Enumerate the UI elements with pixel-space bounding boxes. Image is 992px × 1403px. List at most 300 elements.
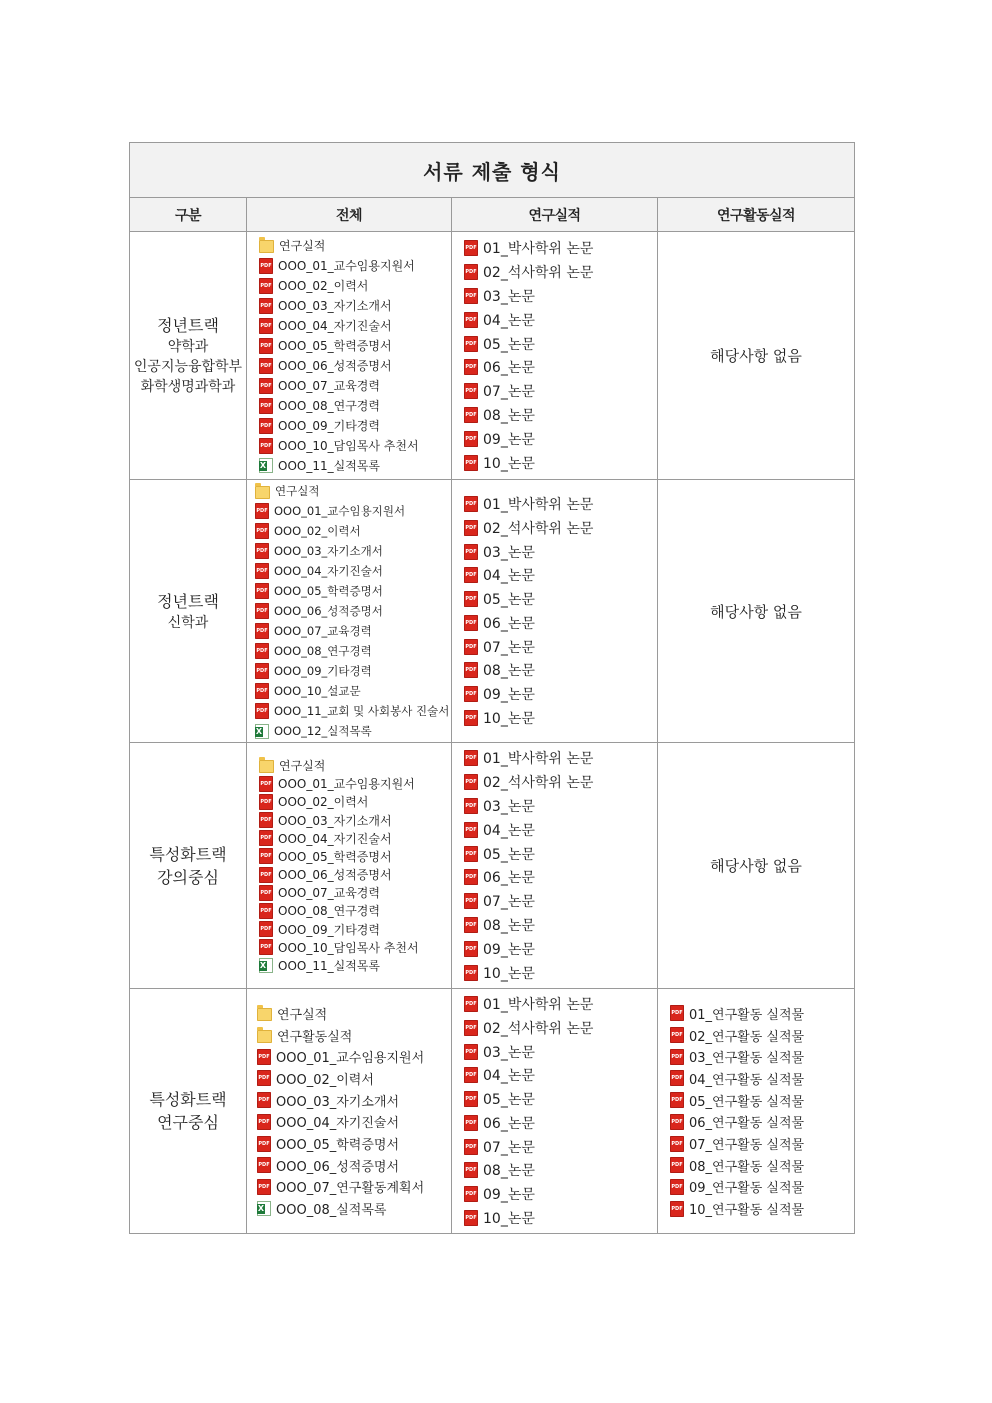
category-cell	[130, 989, 247, 1234]
file-item	[452, 260, 657, 284]
file-item	[247, 1068, 451, 1090]
file-name: OOO_02_이력서	[278, 795, 369, 810]
file-item	[247, 416, 451, 436]
file-item	[452, 516, 657, 540]
pdf-file-icon	[259, 903, 273, 919]
file-name: 01_연구활동 실적물	[689, 1007, 805, 1023]
pdf-file-icon	[464, 336, 478, 352]
file-item	[452, 587, 657, 611]
file-name: OOO_07_교육경력	[274, 624, 372, 638]
file-item	[247, 1089, 451, 1111]
file-name: 06_논문	[483, 1115, 535, 1132]
category-sub: 연구중심	[157, 1113, 219, 1132]
file-list	[247, 481, 451, 741]
activity-cell: 해당사항 없음	[658, 743, 855, 989]
excel-file-icon	[259, 958, 273, 973]
file-item	[452, 818, 657, 842]
file-name: 10_논문	[483, 965, 535, 982]
pdf-file-icon	[464, 520, 478, 536]
file-name: OOO_04_자기진술서	[278, 831, 392, 846]
table-row	[130, 480, 855, 743]
pdf-file-icon	[464, 1044, 478, 1060]
file-name: OOO_04_자기진술서	[274, 564, 383, 578]
file-name: 03_논문	[483, 1044, 535, 1061]
file-name: OOO_07_연구활동계획서	[276, 1181, 425, 1197]
pdf-file-icon	[259, 338, 273, 354]
file-item	[247, 316, 451, 336]
pdf-file-icon	[464, 710, 478, 726]
file-name: OOO_03_자기소개서	[276, 1094, 400, 1110]
pdf-file-icon	[464, 567, 478, 583]
file-name: 01_박사학위 논문	[483, 496, 594, 513]
category-sub: 화학생명과학과	[140, 379, 236, 395]
pdf-file-icon	[257, 1179, 271, 1195]
file-name: 07_논문	[483, 639, 535, 656]
file-item	[247, 721, 451, 741]
file-item	[247, 501, 451, 521]
file-name: OOO_10_설교문	[274, 684, 361, 698]
pdf-file-icon	[464, 686, 478, 702]
file-list	[658, 1003, 854, 1220]
file-item	[247, 1176, 451, 1198]
pdf-file-icon	[670, 1201, 684, 1217]
file-name: 05_논문	[483, 336, 535, 353]
pdf-file-icon	[259, 398, 273, 414]
activity-cell: 해당사항 없음	[658, 232, 855, 480]
file-item	[452, 237, 657, 261]
folder-icon	[259, 760, 274, 773]
file-name: 03_논문	[483, 544, 535, 561]
pdf-file-icon	[464, 798, 478, 814]
pdf-file-icon	[464, 1115, 478, 1131]
file-name: OOO_06_성적증명서	[278, 359, 392, 373]
pdf-file-icon	[464, 407, 478, 423]
file-name: OOO_02_이력서	[278, 279, 369, 293]
file-list	[452, 992, 657, 1230]
pdf-file-icon	[257, 1136, 271, 1152]
pdf-file-icon	[259, 830, 273, 846]
research-files-cell	[452, 232, 658, 480]
pdf-file-icon	[670, 1114, 684, 1130]
file-name: 02_석사학위 논문	[483, 1020, 594, 1037]
pdf-file-icon	[464, 264, 478, 280]
file-item	[658, 1111, 854, 1133]
file-item	[247, 256, 451, 276]
pdf-file-icon	[255, 663, 269, 679]
file-item	[452, 451, 657, 475]
file-item	[452, 770, 657, 794]
file-name: 02_석사학위 논문	[483, 520, 594, 537]
category-sub: 약학과	[167, 339, 209, 355]
pdf-file-icon	[259, 318, 273, 334]
file-item	[247, 1111, 451, 1133]
pdf-file-icon	[670, 1136, 684, 1152]
submission-format-table	[129, 142, 855, 1234]
file-name: OOO_11_교회 및 사회봉사 진술서	[274, 704, 450, 718]
pdf-file-icon	[464, 1139, 478, 1155]
file-item	[247, 296, 451, 316]
file-item	[452, 913, 657, 937]
file-name: 05_논문	[483, 592, 535, 609]
pdf-file-icon	[464, 1162, 478, 1178]
file-item	[658, 1176, 854, 1198]
file-item	[658, 1024, 854, 1046]
file-name: 06_연구활동 실적물	[689, 1116, 805, 1132]
file-item	[247, 1133, 451, 1155]
file-item	[247, 561, 451, 581]
file-item	[247, 775, 451, 793]
folder-icon	[259, 240, 274, 253]
file-name: 05_논문	[483, 846, 535, 863]
excel-file-icon	[255, 724, 269, 739]
file-name: OOO_08_연구경력	[278, 399, 380, 413]
file-name: OOO_06_성적증명서	[276, 1159, 400, 1175]
file-name: 02_석사학위 논문	[483, 775, 594, 792]
file-name: 09_연구활동 실적물	[689, 1181, 805, 1197]
pdf-file-icon	[464, 240, 478, 256]
pdf-file-icon	[255, 503, 269, 519]
pdf-file-icon	[464, 846, 478, 862]
pdf-file-icon	[464, 750, 478, 766]
category-main: 정년트랙	[157, 591, 219, 611]
file-list	[247, 1003, 451, 1220]
file-list	[247, 236, 451, 476]
pdf-file-icon	[464, 1067, 478, 1083]
folder-icon	[257, 1030, 272, 1043]
file-name: OOO_01_교수임용지원서	[276, 1051, 425, 1067]
pdf-file-icon	[257, 1092, 271, 1108]
pdf-file-icon	[255, 563, 269, 579]
file-item	[452, 1135, 657, 1159]
file-name: 06_논문	[483, 615, 535, 632]
category-cell	[130, 480, 247, 743]
file-name: 06_논문	[483, 870, 535, 887]
category-main: 정년트랙	[157, 316, 219, 335]
file-name: 04_연구활동 실적물	[689, 1072, 805, 1088]
activity-files-cell	[658, 989, 855, 1234]
file-name: OOO_10_담임목사 추천서	[278, 940, 419, 955]
file-item	[452, 379, 657, 403]
pdf-file-icon	[464, 662, 478, 678]
file-name: 06_논문	[483, 360, 535, 377]
pdf-file-icon	[464, 996, 478, 1012]
all-files-cell	[247, 232, 452, 480]
pdf-file-icon	[670, 1049, 684, 1065]
file-name: OOO_03_자기소개서	[278, 813, 392, 828]
pdf-file-icon	[464, 965, 478, 981]
pdf-file-icon	[255, 703, 269, 719]
pdf-file-icon	[259, 921, 273, 937]
file-item	[452, 540, 657, 564]
file-item	[247, 521, 451, 541]
file-name: 연구활동실적	[277, 1029, 353, 1045]
file-name: 10_논문	[483, 1211, 535, 1228]
pdf-file-icon	[464, 431, 478, 447]
header-activity: 연구활동실적	[658, 198, 855, 232]
file-item	[247, 1198, 451, 1220]
excel-file-icon	[257, 1201, 271, 1216]
file-item	[247, 902, 451, 920]
file-name: 08_논문	[483, 917, 535, 934]
file-item	[247, 336, 451, 356]
pdf-file-icon	[257, 1070, 271, 1086]
category-sub: 인공지능융합학부	[133, 359, 243, 375]
category-cell	[130, 232, 247, 480]
category-sub: 강의중심	[157, 867, 219, 887]
pdf-file-icon	[464, 359, 478, 375]
file-name: 02_석사학위 논문	[483, 265, 594, 282]
pdf-file-icon	[464, 822, 478, 838]
pdf-file-icon	[464, 1186, 478, 1202]
pdf-file-icon	[259, 812, 273, 828]
file-name: 09_논문	[483, 941, 535, 958]
pdf-file-icon	[255, 523, 269, 539]
pdf-file-icon	[255, 643, 269, 659]
file-item	[247, 236, 451, 256]
header-all: 전체	[247, 198, 452, 232]
file-item	[247, 1046, 451, 1068]
pdf-file-icon	[670, 1179, 684, 1195]
file-item	[658, 1003, 854, 1025]
folder-icon	[257, 1008, 272, 1021]
file-item	[247, 1024, 451, 1046]
all-files-cell	[247, 989, 452, 1234]
file-item	[247, 356, 451, 376]
pdf-file-icon	[464, 288, 478, 304]
file-item	[247, 396, 451, 416]
file-item	[452, 635, 657, 659]
file-name: 07_연구활동 실적물	[689, 1138, 805, 1154]
pdf-file-icon	[259, 278, 273, 294]
file-item	[247, 456, 451, 476]
file-item	[247, 436, 451, 456]
pdf-file-icon	[464, 941, 478, 957]
file-item	[452, 682, 657, 706]
file-item	[658, 1089, 854, 1111]
file-list	[452, 747, 657, 985]
pdf-file-icon	[259, 438, 273, 454]
file-name: 07_논문	[483, 894, 535, 911]
file-name: OOO_09_기타경력	[278, 922, 380, 937]
file-name: OOO_02_이력서	[274, 524, 361, 538]
pdf-file-icon	[464, 455, 478, 471]
file-item	[452, 1206, 657, 1230]
pdf-file-icon	[464, 1210, 478, 1226]
file-item	[452, 1016, 657, 1040]
file-name: 09_논문	[483, 431, 535, 448]
pdf-file-icon	[259, 258, 273, 274]
file-name: 10_논문	[483, 455, 535, 472]
file-name: OOO_04_자기진술서	[278, 319, 392, 333]
pdf-file-icon	[259, 358, 273, 374]
file-item	[658, 1046, 854, 1068]
pdf-file-icon	[255, 583, 269, 599]
file-item	[452, 842, 657, 866]
file-item	[452, 1040, 657, 1064]
file-name: OOO_07_교육경력	[278, 379, 380, 393]
pdf-file-icon	[257, 1049, 271, 1065]
pdf-file-icon	[259, 848, 273, 864]
pdf-file-icon	[670, 1027, 684, 1043]
file-item	[247, 829, 451, 847]
pdf-file-icon	[255, 623, 269, 639]
header-category: 구분	[130, 198, 247, 232]
pdf-file-icon	[464, 615, 478, 631]
file-name: 08_논문	[483, 407, 535, 424]
pdf-file-icon	[257, 1114, 271, 1130]
file-name: OOO_08_실적목록	[276, 1203, 387, 1219]
file-item	[247, 661, 451, 681]
file-item	[247, 601, 451, 621]
file-name: 08_논문	[483, 1163, 535, 1180]
file-item	[452, 1063, 657, 1087]
file-item	[452, 747, 657, 771]
file-name: OOO_05_학력증명서	[274, 584, 383, 598]
file-list	[247, 756, 451, 974]
file-name: 03_연구활동 실적물	[689, 1051, 805, 1067]
file-list	[452, 237, 657, 475]
file-name: 04_논문	[483, 822, 535, 839]
pdf-file-icon	[259, 378, 273, 394]
file-name: 08_연구활동 실적물	[689, 1159, 805, 1175]
file-item	[247, 641, 451, 661]
pdf-file-icon	[464, 774, 478, 790]
file-name: 03_논문	[483, 289, 535, 305]
file-item	[247, 681, 451, 701]
file-item	[452, 1087, 657, 1111]
pdf-file-icon	[670, 1070, 684, 1086]
pdf-file-icon	[464, 893, 478, 909]
file-name: 07_논문	[483, 384, 535, 401]
file-name: 04_논문	[483, 1068, 535, 1085]
file-name: OOO_01_교수임용지원서	[278, 777, 415, 792]
file-name: 05_논문	[483, 1092, 535, 1109]
pdf-file-icon	[464, 591, 478, 607]
all-files-cell	[247, 743, 452, 989]
file-name: 09_논문	[483, 687, 535, 704]
file-item	[247, 756, 451, 774]
file-name: OOO_11_실적목록	[278, 959, 380, 974]
pdf-file-icon	[259, 867, 273, 883]
pdf-file-icon	[464, 639, 478, 655]
file-name: OOO_09_기타경력	[278, 419, 380, 433]
file-name: OOO_01_교수임용지원서	[274, 504, 406, 518]
file-name: 08_논문	[483, 663, 535, 680]
file-name: 04_논문	[483, 568, 535, 585]
pdf-file-icon	[464, 544, 478, 560]
file-name: 01_박사학위 논문	[483, 996, 594, 1013]
file-item	[452, 492, 657, 516]
file-item	[452, 659, 657, 683]
file-item	[452, 992, 657, 1016]
file-item	[452, 794, 657, 818]
pdf-file-icon	[259, 939, 273, 955]
file-name: OOO_02_이력서	[276, 1072, 374, 1088]
file-item	[247, 1154, 451, 1176]
file-item	[452, 427, 657, 451]
file-name: OOO_06_성적증명서	[278, 868, 392, 883]
file-item	[658, 1198, 854, 1220]
table-row	[130, 989, 855, 1234]
file-item	[247, 793, 451, 811]
pdf-file-icon	[259, 794, 273, 810]
pdf-file-icon	[670, 1092, 684, 1108]
file-name: 02_연구활동 실적물	[689, 1029, 805, 1045]
file-name: OOO_03_자기소개서	[274, 544, 383, 558]
file-item	[452, 889, 657, 913]
file-item	[452, 937, 657, 961]
file-item	[452, 611, 657, 635]
header-research: 연구실적	[452, 198, 658, 232]
table-row	[130, 743, 855, 989]
file-item	[247, 621, 451, 641]
pdf-file-icon	[464, 496, 478, 512]
file-item	[452, 961, 657, 985]
folder-icon	[255, 486, 270, 499]
file-name: OOO_05_학력증명서	[278, 339, 392, 353]
file-item	[452, 563, 657, 587]
file-name: OOO_07_교육경력	[278, 886, 380, 901]
pdf-file-icon	[255, 543, 269, 559]
file-item	[452, 356, 657, 380]
file-item	[658, 1068, 854, 1090]
file-item	[247, 884, 451, 902]
file-name: OOO_04_자기진술서	[276, 1116, 400, 1132]
file-item	[452, 332, 657, 356]
file-item	[452, 1182, 657, 1206]
file-item	[247, 701, 451, 721]
file-name: OOO_05_학력증명서	[276, 1138, 400, 1154]
pdf-file-icon	[464, 917, 478, 933]
pdf-file-icon	[464, 383, 478, 399]
file-name: 연구실적	[277, 1007, 328, 1023]
file-name: 09_논문	[483, 1187, 535, 1204]
file-name: OOO_09_기타경력	[274, 664, 372, 678]
file-item	[452, 308, 657, 332]
file-name: 01_박사학위 논문	[483, 241, 594, 258]
file-item	[247, 938, 451, 956]
file-name: 05_연구활동 실적물	[689, 1094, 805, 1110]
file-item	[452, 866, 657, 890]
file-item	[247, 276, 451, 296]
pdf-file-icon	[670, 1157, 684, 1173]
research-files-cell	[452, 989, 658, 1234]
pdf-file-icon	[464, 1091, 478, 1107]
file-name: 03_논문	[483, 799, 535, 815]
category-main: 특성화트랙	[149, 844, 227, 864]
file-item	[247, 866, 451, 884]
file-name: 01_박사학위 논문	[483, 751, 594, 768]
all-files-cell	[247, 480, 452, 743]
file-name: 07_논문	[483, 1139, 535, 1156]
file-item	[452, 284, 657, 308]
pdf-file-icon	[670, 1005, 684, 1021]
file-item	[247, 847, 451, 865]
pdf-file-icon	[259, 298, 273, 314]
file-item	[452, 1111, 657, 1135]
file-item	[452, 403, 657, 427]
file-name: OOO_01_교수임용지원서	[278, 259, 415, 273]
file-name: 연구실적	[275, 484, 320, 498]
file-name: 연구실적	[279, 239, 326, 253]
category-sub: 신학과	[167, 614, 209, 631]
file-item	[247, 811, 451, 829]
file-item	[247, 920, 451, 938]
pdf-file-icon	[255, 603, 269, 619]
category-main: 특성화트랙	[149, 1090, 227, 1109]
file-name: 10_연구활동 실적물	[689, 1203, 805, 1219]
file-item	[452, 1159, 657, 1183]
